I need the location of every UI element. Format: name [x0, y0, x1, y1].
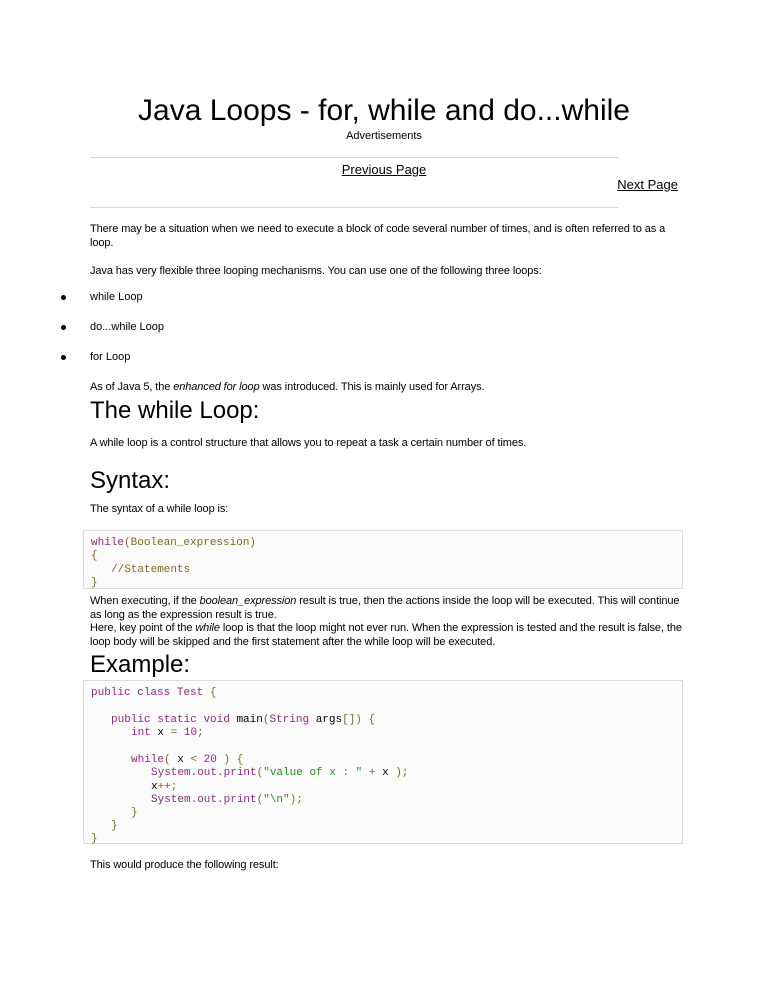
syntax-explanation-2: Here, key point of the while loop is that the loop might not ever run. When the expression is tested and the result is false, the loop body will be skipped and the first statement after the while loop will be executed.: [90, 622, 682, 648]
result-intro-text: This would produce the following result:: [90, 859, 279, 871]
syntax-description: The syntax of a while loop is:: [90, 503, 229, 515]
intro-paragraph: There may be a situation when we need to execute a block of code several number of times, and is often referred to as a loop.: [90, 223, 666, 249]
bullet-icon: [61, 295, 66, 300]
while-loop-heading: The while Loop:: [90, 397, 260, 424]
bullet-icon: [61, 355, 66, 360]
next-page-link[interactable]: Next Page: [617, 177, 678, 192]
enhanced-for-paragraph: As of Java 5, the enhanced for loop was introduced. This is mainly used for Arrays.: [90, 381, 485, 393]
syntax-code-block: while(Boolean_expression) { //Statements }: [83, 530, 683, 589]
syntax-heading: Syntax:: [90, 467, 171, 494]
top-divider: [90, 157, 618, 158]
page-title: Java Loops - for, while and do...while: [138, 94, 630, 127]
next-page-wrap: [617, 176, 678, 194]
intro-paragraph-2: Java has very flexible three looping mechanisms. You can use one of the following three loops:: [90, 265, 542, 277]
example-heading: Example:: [90, 651, 191, 678]
previous-page-link[interactable]: Previous Page: [341, 162, 427, 177]
while-loop-description: A while loop is a control structure that allows you to repeat a task a certain number of times.: [90, 437, 527, 449]
bottom-divider: [90, 207, 618, 208]
syntax-explanation-1: When executing, if the boolean_expression result is true, then the actions inside the loop will be executed. This will continue as long as the expression result is true.: [90, 595, 680, 621]
advertisements-label: Advertisements: [346, 130, 422, 142]
bullet-icon: [61, 325, 66, 330]
example-code-block: public class Test { public static void main(String args[]) { int x = 10; while( x < 20 ) { System.out.print("value of x : " + x ); x++; System.out.print("\n"); } } }: [83, 680, 683, 844]
